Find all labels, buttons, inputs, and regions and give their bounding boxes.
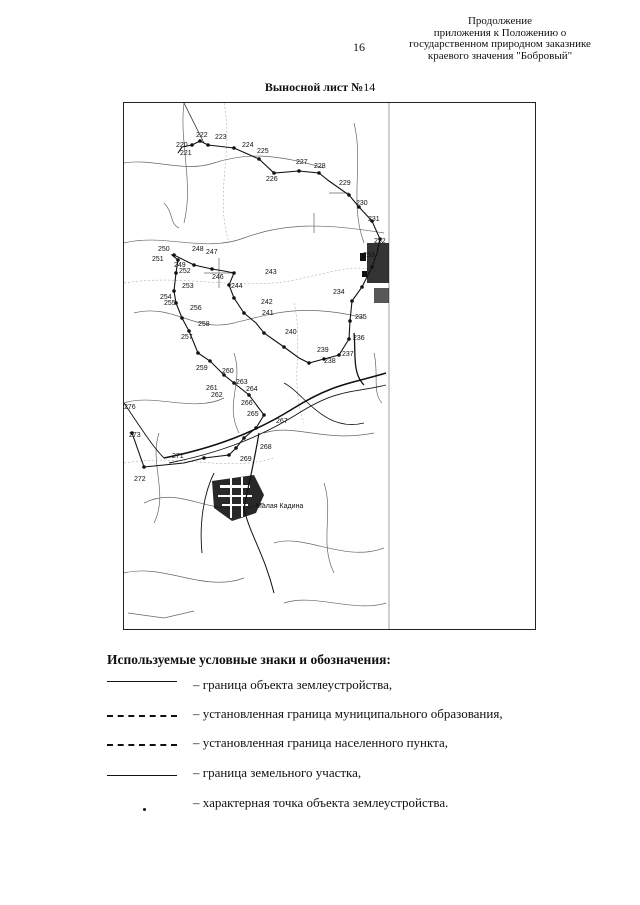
point-label: 257 xyxy=(181,334,193,341)
point-label: 237 xyxy=(342,351,354,358)
map-frame xyxy=(123,102,536,630)
dashed-line-symbol xyxy=(107,735,177,755)
point-label: 224 xyxy=(242,142,254,149)
point-label: 234 xyxy=(333,289,345,296)
legend-text: – установленная граница муниципального образования, xyxy=(193,706,503,721)
point-label: 244 xyxy=(231,283,243,290)
point-label: 228 xyxy=(314,163,326,170)
point-label: 256 xyxy=(190,305,202,312)
point-label: 260 xyxy=(222,368,234,375)
point-label: 254 xyxy=(160,294,172,301)
urban-area-town xyxy=(212,475,264,521)
header-line-4: краевого значения "Бобровый" xyxy=(427,49,573,62)
point-label: 271 xyxy=(172,453,184,460)
point-label: 221 xyxy=(180,150,192,157)
point-label: 255 xyxy=(164,300,176,307)
sheet-title-label: Выносной лист № xyxy=(264,80,364,94)
town-label: Малая Кадина xyxy=(256,503,304,510)
legend-item xyxy=(107,706,577,726)
legend-text: – граница земельного участка, xyxy=(193,765,362,780)
point-label: 261 xyxy=(206,385,218,392)
point-label: 235 xyxy=(355,314,367,321)
point-label: 225 xyxy=(257,148,269,155)
appendix-header xyxy=(390,16,610,62)
point-label: 247 xyxy=(206,249,218,256)
point-label: 220 xyxy=(176,142,188,149)
legend-item xyxy=(107,795,577,815)
point-label: 267 xyxy=(276,418,288,425)
point-label: 232 xyxy=(374,238,386,245)
roads xyxy=(124,333,386,593)
dashed-line-symbol xyxy=(107,706,177,726)
point-label: 239 xyxy=(317,347,329,354)
point-label: 276 xyxy=(124,404,136,411)
point-label: 251 xyxy=(152,256,164,263)
point-label: 240 xyxy=(285,329,297,336)
solid-line-symbol xyxy=(107,677,177,697)
point-label: 262 xyxy=(211,392,223,399)
point-label: 227 xyxy=(296,159,308,166)
point-symbol xyxy=(107,795,177,815)
legend-text: – характерная точка объекта землеустройства. xyxy=(193,795,449,810)
point-labels xyxy=(124,132,386,483)
point-label: 242 xyxy=(261,299,273,306)
legend-item xyxy=(107,677,577,697)
point-label: 231 xyxy=(368,216,380,223)
point-label: 233 xyxy=(363,252,375,259)
point-label: 226 xyxy=(266,176,278,183)
point-label: 269 xyxy=(240,456,252,463)
point-label: 241 xyxy=(262,310,274,317)
point-label: 250 xyxy=(158,246,170,253)
header-line-2: приложения к Положению о xyxy=(433,26,567,39)
point-label: 264 xyxy=(246,386,258,393)
point-label: 258 xyxy=(198,321,210,328)
point-label: 229 xyxy=(339,180,351,187)
point-label: 236 xyxy=(353,335,365,342)
point-label: 246 xyxy=(212,274,224,281)
point-label: 222 xyxy=(196,132,208,139)
map-blank-area xyxy=(389,103,536,630)
point-label: 272 xyxy=(134,476,146,483)
header-line-1: Продолжение xyxy=(467,15,533,27)
sheet-title-number: 14 xyxy=(363,80,376,94)
point-label: 266 xyxy=(241,400,253,407)
map-svg xyxy=(124,103,536,630)
legend-title: Используемые условные знаки и обозначения: xyxy=(107,652,391,667)
point-label: 230 xyxy=(356,200,368,207)
page-number: 16 xyxy=(353,40,365,54)
header-line-3: государственном природном заказнике xyxy=(409,38,591,50)
legend-text: – граница объекта землеустройства, xyxy=(193,677,393,692)
point-label: 243 xyxy=(265,269,277,276)
legend-item xyxy=(107,735,577,755)
point-label: 268 xyxy=(260,444,272,451)
point-label: 265 xyxy=(247,411,259,418)
point-label: 259 xyxy=(196,365,208,372)
point-label: 253 xyxy=(182,283,194,290)
point-label: 238 xyxy=(324,358,336,365)
point-label: 248 xyxy=(192,246,204,253)
point-label: 263 xyxy=(236,379,248,386)
solid-line-symbol xyxy=(107,765,177,785)
point-label: 273 xyxy=(129,432,141,439)
legend-text: – установленная граница населенного пункта, xyxy=(193,735,448,750)
legend-item xyxy=(107,765,577,785)
point-label: 223 xyxy=(215,134,227,141)
point-label: 249 xyxy=(174,262,186,269)
point-label: 252 xyxy=(179,268,191,275)
sheet-title xyxy=(0,80,640,95)
